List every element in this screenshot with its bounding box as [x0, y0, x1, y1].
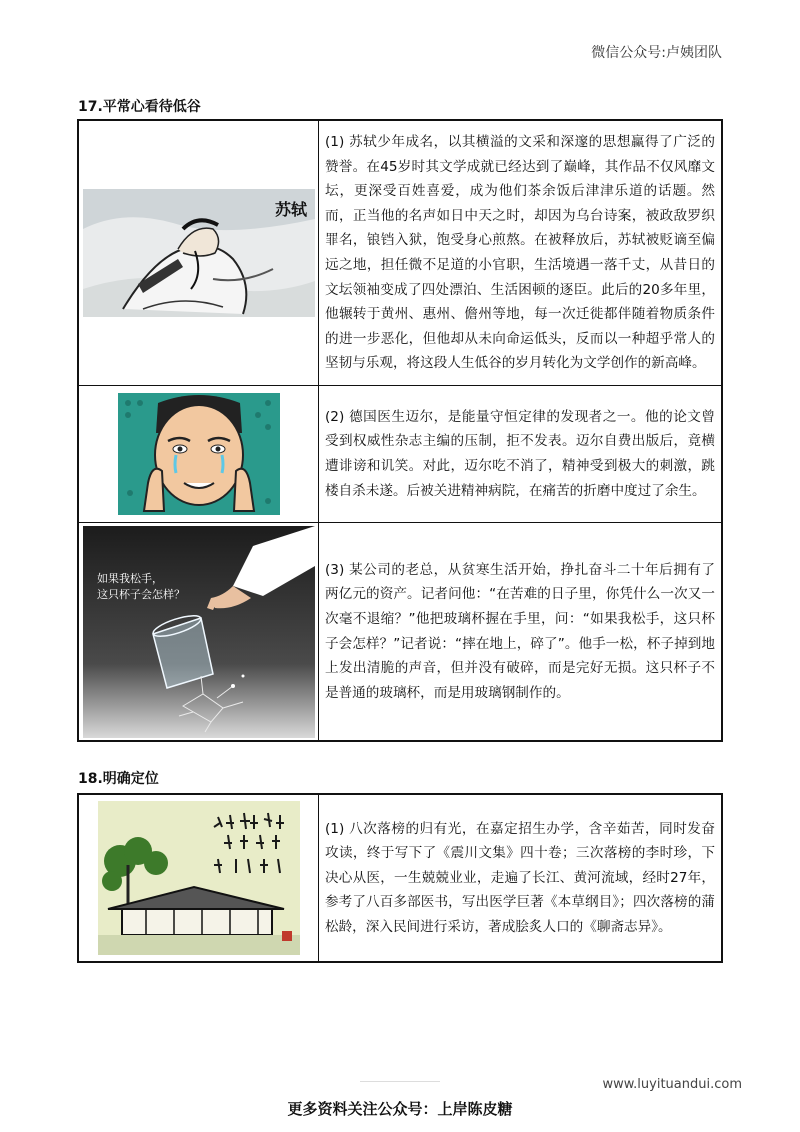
paragraph-failures: (1) 八次落榜的归有光，在嘉定招生办学，含辛茹苦，同时发奋攻读，终于写下了《震川文集》四十卷；三次落榜的李时珍，下决心从医，一生兢兢业业，走遍了长江、黄河流域，经时27年，参考了八百多部医书，写出医学巨著《本草纲目》；四次落榜的蒲松龄，深入民间进行采访，著成脍炙人口的《聊斋志异》。	[325, 820, 715, 935]
image-cell	[79, 795, 319, 961]
section-title-18: 18.明确定位	[78, 771, 159, 787]
image-cell	[79, 121, 319, 385]
footer-divider	[360, 1081, 440, 1082]
section-17-table	[77, 119, 723, 742]
image-cell	[79, 523, 319, 740]
footer-promo: 更多资料关注公众号：上岸陈皮糖	[287, 1100, 513, 1118]
image-cell	[79, 386, 319, 522]
paragraph-mayer: (2) 德国医生迈尔，是能量守恒定律的发现者之一。他的论文曾受到权威性杂志主编的压制，拒不发表。迈尔自费出版后，竟横遭诽谤和讥笑。对此，迈尔吃不消了，精神受到极大的刺激，跳楼自杀未遂。后被关进精神病院，在痛苦的折磨中度过了余生。	[325, 408, 715, 499]
section-18-table	[77, 793, 723, 963]
section-title-17: 17.平常心看待低谷	[78, 99, 201, 115]
text-cell	[319, 121, 721, 385]
table-row	[79, 522, 721, 740]
text-cell	[319, 523, 721, 740]
image-caption-line2: 这只杯子会怎样？	[96, 587, 185, 601]
crying-man-comic	[118, 393, 280, 515]
sushi-ink-painting	[83, 189, 315, 317]
image-caption: 苏轼	[274, 200, 307, 219]
table-row	[79, 121, 721, 385]
text-cell	[319, 795, 721, 961]
text-cell	[319, 386, 721, 522]
table-row	[79, 795, 721, 961]
paragraph-sushi: (1) 苏轼少年成名，以其横溢的文采和深邃的思想赢得了广泛的赞誉。在45岁时其文学成就已经达到了巅峰，其作品不仅风靡文坛，更深受百姓喜爱，成为他们茶余饭后津津乐道的话题。然而，正当他的名声如日中天之时，却因为乌台诗案，被政敌罗织罪名，锒铛入狱，饱受身心煎熬。在被释放后，苏轼被贬谪至偏远之地，担任微不足道的小官职，生活境遇一落千丈，从昔日的文坛领袖变成了四处漂泊、生活困顿的逐臣。此后的20多年里，他辗转于黄州、惠州、儋州等地，每一次迁徙都伴随着物质条件的进一步恶化，但他却从未向命运低头，反而以一种超乎常人的坚韧与乐观，将这段人生低谷的岁月转化为文学创作的新高峰。	[325, 134, 715, 372]
footer-url[interactable]: www.luyituandui.com	[602, 1077, 742, 1092]
glass-drop-photo	[83, 526, 315, 738]
table-row	[79, 385, 721, 522]
paragraph-glass: (3) 某公司的老总，从贫寒生活开始，挣扎奋斗二十年后拥有了两亿元的资产。记者问他：“在苦难的日子里，你凭什么一次又一次毫不退缩？”他把玻璃杯握在手里，问：“如果我松手，这只杯子会怎样？”记者说：“摔在地上，碎了”。他手一松，杯子掉到地上发出清脆的声音，但并没有破碎，而是完好无损。这只杯子不是普通的玻璃杯，而是用玻璃钢制作的。	[325, 561, 715, 701]
account-header: 微信公众号:卢姨团队	[591, 45, 722, 61]
ink-house-painting	[98, 801, 300, 955]
image-caption-line1: 如果我松手，	[96, 571, 163, 585]
